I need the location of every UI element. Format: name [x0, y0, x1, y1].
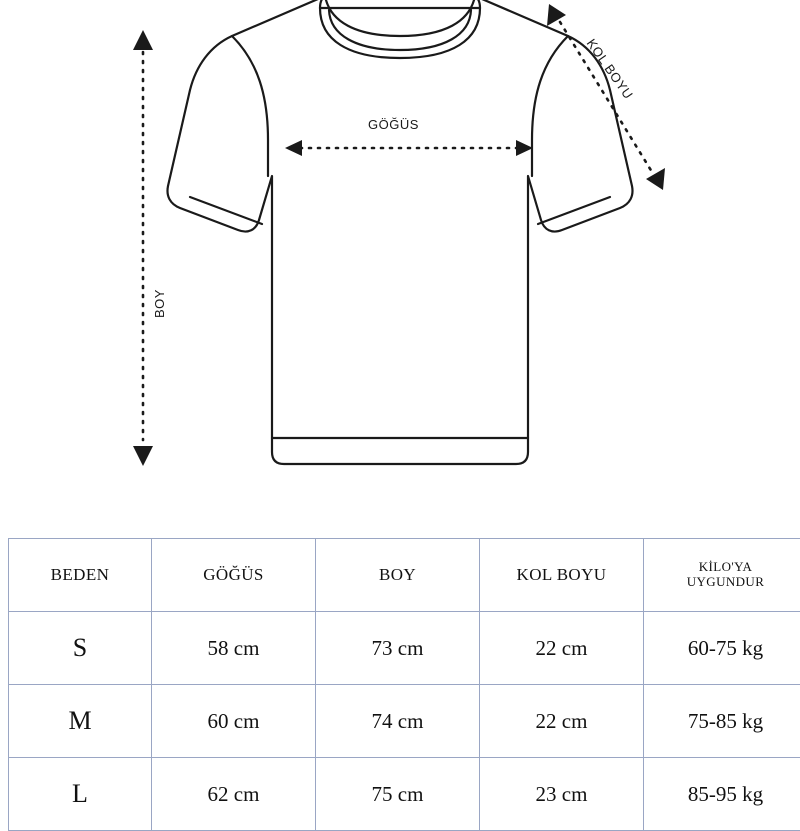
table-header-kilo	[644, 539, 800, 612]
length-measure-label: BOY	[152, 289, 167, 318]
cell-beden: L	[9, 758, 152, 831]
table-row	[9, 758, 800, 831]
table-header-row	[9, 539, 800, 612]
cell-gogus: 58 cm	[152, 612, 316, 685]
cell-kol-boyu: 23 cm	[480, 758, 644, 831]
table-header-boy: BOY	[316, 539, 480, 612]
cell-gogus: 62 cm	[152, 758, 316, 831]
size-table	[8, 538, 800, 831]
table-header-beden: BEDEN	[9, 539, 152, 612]
cell-kilo: 85-95 kg	[644, 758, 800, 831]
table-row	[9, 612, 800, 685]
table-row	[9, 685, 800, 758]
cell-boy: 74 cm	[316, 685, 480, 758]
cell-gogus: 60 cm	[152, 685, 316, 758]
cell-kol-boyu: 22 cm	[480, 685, 644, 758]
cell-beden: M	[9, 685, 152, 758]
cell-boy: 75 cm	[316, 758, 480, 831]
table-header-kol-boyu: KOL BOYU	[480, 539, 644, 612]
cell-kilo: 60-75 kg	[644, 612, 800, 685]
table-header-kilo-line1: KİLO'YA	[699, 559, 753, 574]
chest-measure-label: GÖĞÜS	[368, 117, 419, 132]
chest-measure-arrow	[285, 140, 533, 156]
table-header-gogus: GÖĞÜS	[152, 539, 316, 612]
length-measure-arrow	[133, 30, 153, 466]
cell-kilo: 75-85 kg	[644, 685, 800, 758]
cell-beden: S	[9, 612, 152, 685]
table-header-kilo-line2: UYGUNDUR	[687, 574, 765, 589]
sleeve-measure-label: KOL BOYU	[584, 36, 636, 102]
cell-boy: 73 cm	[316, 612, 480, 685]
sleeve-measure-arrow	[547, 4, 665, 190]
cell-kol-boyu: 22 cm	[480, 612, 644, 685]
